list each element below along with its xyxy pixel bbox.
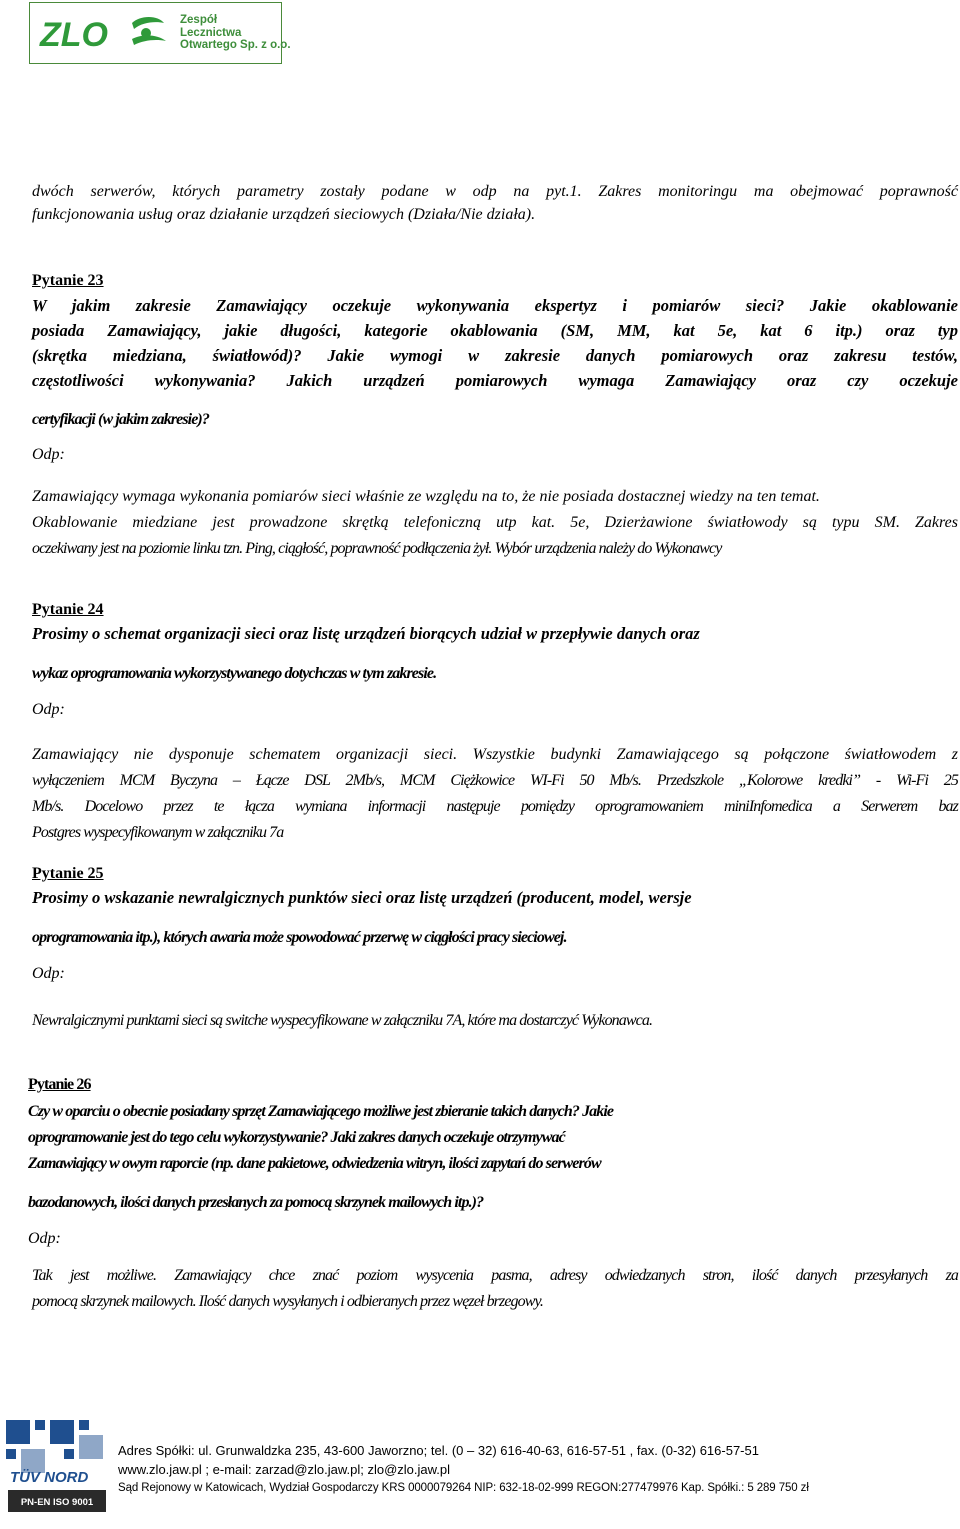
question-line: częstotliwości wykonywania? Jakich urządzeń pomiarowych wymaga Zamawiający oraz czy oczekuje	[32, 371, 958, 390]
question-title: Pytanie 26	[28, 1076, 91, 1093]
answer-label: Odp:	[28, 1230, 61, 1247]
answer-line: wyłączeniem MCM Byczyna – Łącze DSL 2Mb/s, MCM Ciężkowice WI-Fi 50 Mb/s. Przedszkole „Kolorowe kredki” - Wi-Fi 25	[32, 772, 958, 789]
question-line: Prosimy o schemat organizacji sieci oraz listę urządzeń biorących udział w przepływie danych oraz	[32, 624, 700, 643]
answer-line: Postgres wyspecyfikowanym w załączniku 7a	[32, 824, 284, 841]
tuv-nord-certification-badge	[2, 1416, 112, 1526]
answer-line: oczekiwany jest na poziomie linku tzn. Ping, ciągłość, poprawność podłączenia żył. Wybór urządzenia należy do Wykonawcy	[32, 540, 722, 557]
question-line: wykaz oprogramowania wykorzystywanego dotychczas w tym zakresie.	[32, 665, 437, 682]
question-line: W jakim zakresie Zamawiający oczekuje wykonywania ekspertyz i pomiarów sieci? Jakie okablowanie	[32, 296, 958, 315]
question-line: Prosimy o wskazanie newralgicznych punktów sieci oraz listę urządzeń (producent, model, wersje	[32, 888, 692, 907]
footer-address: Adres Spółki: ul. Grunwaldzka 235, 43-600 Jaworzno; tel. (0 – 32) 616-40-63, 616-57-51 , fax. (0-32) 616-57-51	[118, 1443, 759, 1458]
answer-line: Zamawiający wymaga wykonania pomiarów sieci właśnie ze względu na to, że nie posiada dostacznej wiedzy na ten temat.	[32, 488, 820, 505]
question-24	[32, 599, 958, 721]
svg-text:PN-EN ISO 9001: PN-EN ISO 9001	[20, 1497, 94, 1508]
question-line: Czy w oparciu o obecnie posiadany sprzęt Zamawiającego możliwe jest zbieranie takich danych? Jakie	[28, 1103, 614, 1120]
answer-23	[32, 486, 958, 560]
answer-line: Mb/s. Docelowo przez te łącza wymiana informacji następuje pomiędzy oprogramowaniem miniInfomedica a Serwerem baz	[32, 798, 958, 815]
intro-line: funkcjonowania usług oraz działanie urządzeń sieciowych (Działa/Nie działa).	[32, 206, 536, 223]
answer-26	[32, 1265, 958, 1313]
footer-registration: Sąd Rejonowy w Katowicach, Wydział Gospodarczy KRS 0000079264 NIP: 632-18-02-999 REGON:277479976 Kap. Spółki.: 5 289 750 zł	[118, 1482, 809, 1494]
question-line: oprogramowania itp.), których awaria może spowodować przerwę w ciągłości pracy sieciowej.	[32, 929, 567, 946]
footer-company-info	[118, 1441, 809, 1498]
question-26	[28, 1074, 954, 1250]
intro-paragraph	[32, 181, 958, 226]
question-23	[32, 270, 958, 466]
answer-line: Tak jest możliwe. Zamawiający chce znać poziom wysycenia pasma, adresy odwiedzanych stron, ilość danych przesyłanych za	[32, 1267, 958, 1284]
question-line: (skrętka miedziana, światłowód)? Jakie wymogi w zakresie danych pomiarowych oraz zakresu testów,	[32, 346, 958, 365]
svg-text:ZLO: ZLO	[40, 16, 108, 54]
zlo-logo-mark	[36, 9, 172, 57]
svg-text:TÜV NORD: TÜV NORD	[10, 1469, 89, 1486]
answer-line: Newralgicznymi punktami sieci są switche wyspecyfikowane w załączniku 7A, które ma dostarczyć Wykonawca.	[32, 1012, 653, 1029]
question-line: Zamawiający w owym raporcie (np. dane pakietowe, odwiedzenia witryn, ilości zapytań do serwerów	[28, 1155, 601, 1172]
company-logo	[29, 2, 291, 64]
answer-25	[32, 1010, 958, 1032]
answer-line: Zamawiający nie dysponuje schematem organizacji sieci. Wszystkie budynki Zamawiającego są połączone światłowodem z	[32, 746, 958, 763]
question-title: Pytanie 25	[32, 865, 104, 882]
logo-company-name: Zespół Lecznictwa Otwartego Sp. z o.o.	[180, 14, 291, 51]
answer-label: Odp:	[32, 965, 65, 982]
question-25	[32, 863, 958, 985]
answer-label: Odp:	[32, 701, 65, 718]
intro-line: dwóch serwerów, których parametry zostały podane w odp na pyt.1. Zakres monitoringu ma obejmować poprawność	[32, 183, 958, 200]
question-line: posiada Zamawiający, jakie długości, kategorie okablowania (SM, MM, kat 5e, kat 6 itp.) oraz typ	[32, 321, 958, 340]
answer-label: Odp:	[32, 446, 65, 463]
question-title: Pytanie 24	[32, 601, 104, 618]
answer-line: Okablowanie miedziane jest prowadzone skrętką telefoniczną utp kat. 5e, Dzierżawione światłowody są typu SM. Zakres	[32, 514, 958, 531]
question-line: bazodanowych, ilości danych przesłanych za pomocą skrzynek mailowych itp.)?	[28, 1194, 484, 1211]
answer-line: pomocą skrzynek mailowych. Ilość danych wysyłanych i odbieranych przez węzeł brzegowy.	[32, 1293, 543, 1310]
question-line: oprogramowanie jest do tego celu wykorzystywanie? Jaki zakres danych oczekuje otrzymywać	[28, 1129, 565, 1146]
question-line: certyfikacji (w jakim zakresie)?	[32, 411, 209, 428]
question-title: Pytanie 23	[32, 272, 104, 289]
footer-contact: www.zlo.jaw.pl ; e-mail: zarzad@zlo.jaw.pl; zlo@zlo.jaw.pl	[118, 1462, 451, 1477]
answer-24	[32, 744, 958, 844]
